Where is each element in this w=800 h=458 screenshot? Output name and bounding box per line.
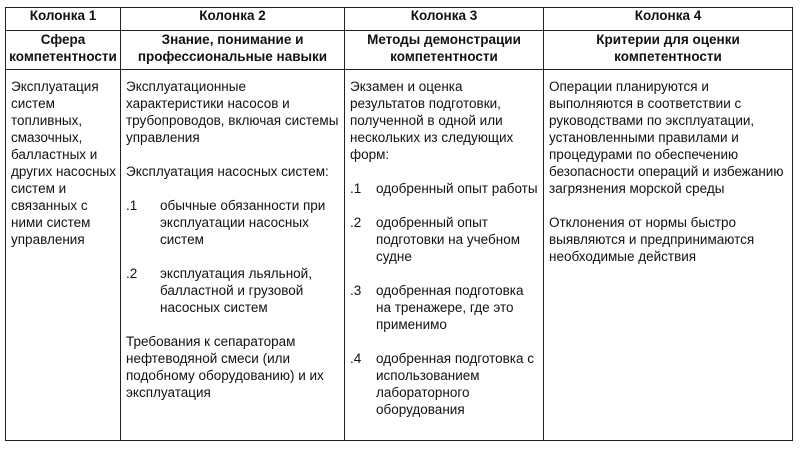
competence-area-text: Эксплуатация систем топливных, смазочных, балластных и других насосных систем и связанных с ними систем управления <box>11 79 116 247</box>
column-3-cell <box>345 70 544 441</box>
knowledge-intro: Эксплуатационные характеристики насосов и трубопроводов, включая системы управления <box>126 79 339 145</box>
list-item <box>350 350 539 418</box>
list-item <box>350 282 539 333</box>
column-4-name: Критерии для оценки компетентности <box>544 31 793 70</box>
list-item-text: обычные обязанности при эксплуатации насосных систем <box>160 198 326 247</box>
column-1-cell <box>6 70 121 441</box>
column-1-name: Сфера компетентности <box>6 31 121 70</box>
list-item <box>350 214 539 265</box>
list-item <box>126 265 340 316</box>
competence-table <box>5 7 793 441</box>
criteria-paragraph-2: Отклонения от нормы быстро выявляются и предпринимаются необходимые действия <box>549 215 755 264</box>
column-3-name: Методы демонстрации компетентности <box>345 31 544 70</box>
list-item-number: .1 <box>126 198 138 213</box>
column-number-row <box>6 8 793 31</box>
knowledge-section: Эксплуатация насосных систем: <box>126 164 329 179</box>
column-2-number: Колонка 2 <box>121 8 345 31</box>
column-2-name: Знание, понимание и профессиональные навыки <box>121 31 345 70</box>
list-item-text: одобренная подготовка на тренажере, где это применимо <box>376 283 524 332</box>
list-item-number: .2 <box>126 266 138 281</box>
methods-intro: Экзамен и оценка результатов подготовки, полученной в одной или нескольких из следующих форм: <box>350 79 514 162</box>
table-row <box>6 70 793 441</box>
column-3-number: Колонка 3 <box>345 8 544 31</box>
column-4-number: Колонка 4 <box>544 8 793 31</box>
list-item <box>350 180 539 197</box>
list-item <box>126 197 340 248</box>
column-4-cell <box>544 70 793 441</box>
list-item-text: эксплуатация льяльной, балластной и грузовой насосных систем <box>160 266 312 315</box>
knowledge-outro: Требования к сепараторам нефтеводяной смеси (или подобному оборудованию) и их эксплуатация <box>126 334 324 400</box>
list-item-number: .1 <box>350 181 362 196</box>
column-name-row <box>6 31 793 70</box>
list-item-number: .4 <box>350 351 362 366</box>
criteria-paragraph-1: Операции планируются и выполняются в соответствии с руководствами по эксплуатации, установленными правилами и процедурами по обеспечению безопасности операций и избежанию загрязнения морской среды <box>549 79 784 196</box>
list-item-text: одобренный опыт работы <box>376 181 538 196</box>
list-item-text: одобренная подготовка с использованием лабораторного оборудования <box>376 351 534 417</box>
list-item-text: одобренный опыт подготовки на учебном судне <box>376 215 520 264</box>
column-1-number: Колонка 1 <box>6 8 121 31</box>
column-2-cell <box>121 70 345 441</box>
list-item-number: .2 <box>350 215 362 230</box>
list-item-number: .3 <box>350 283 362 298</box>
